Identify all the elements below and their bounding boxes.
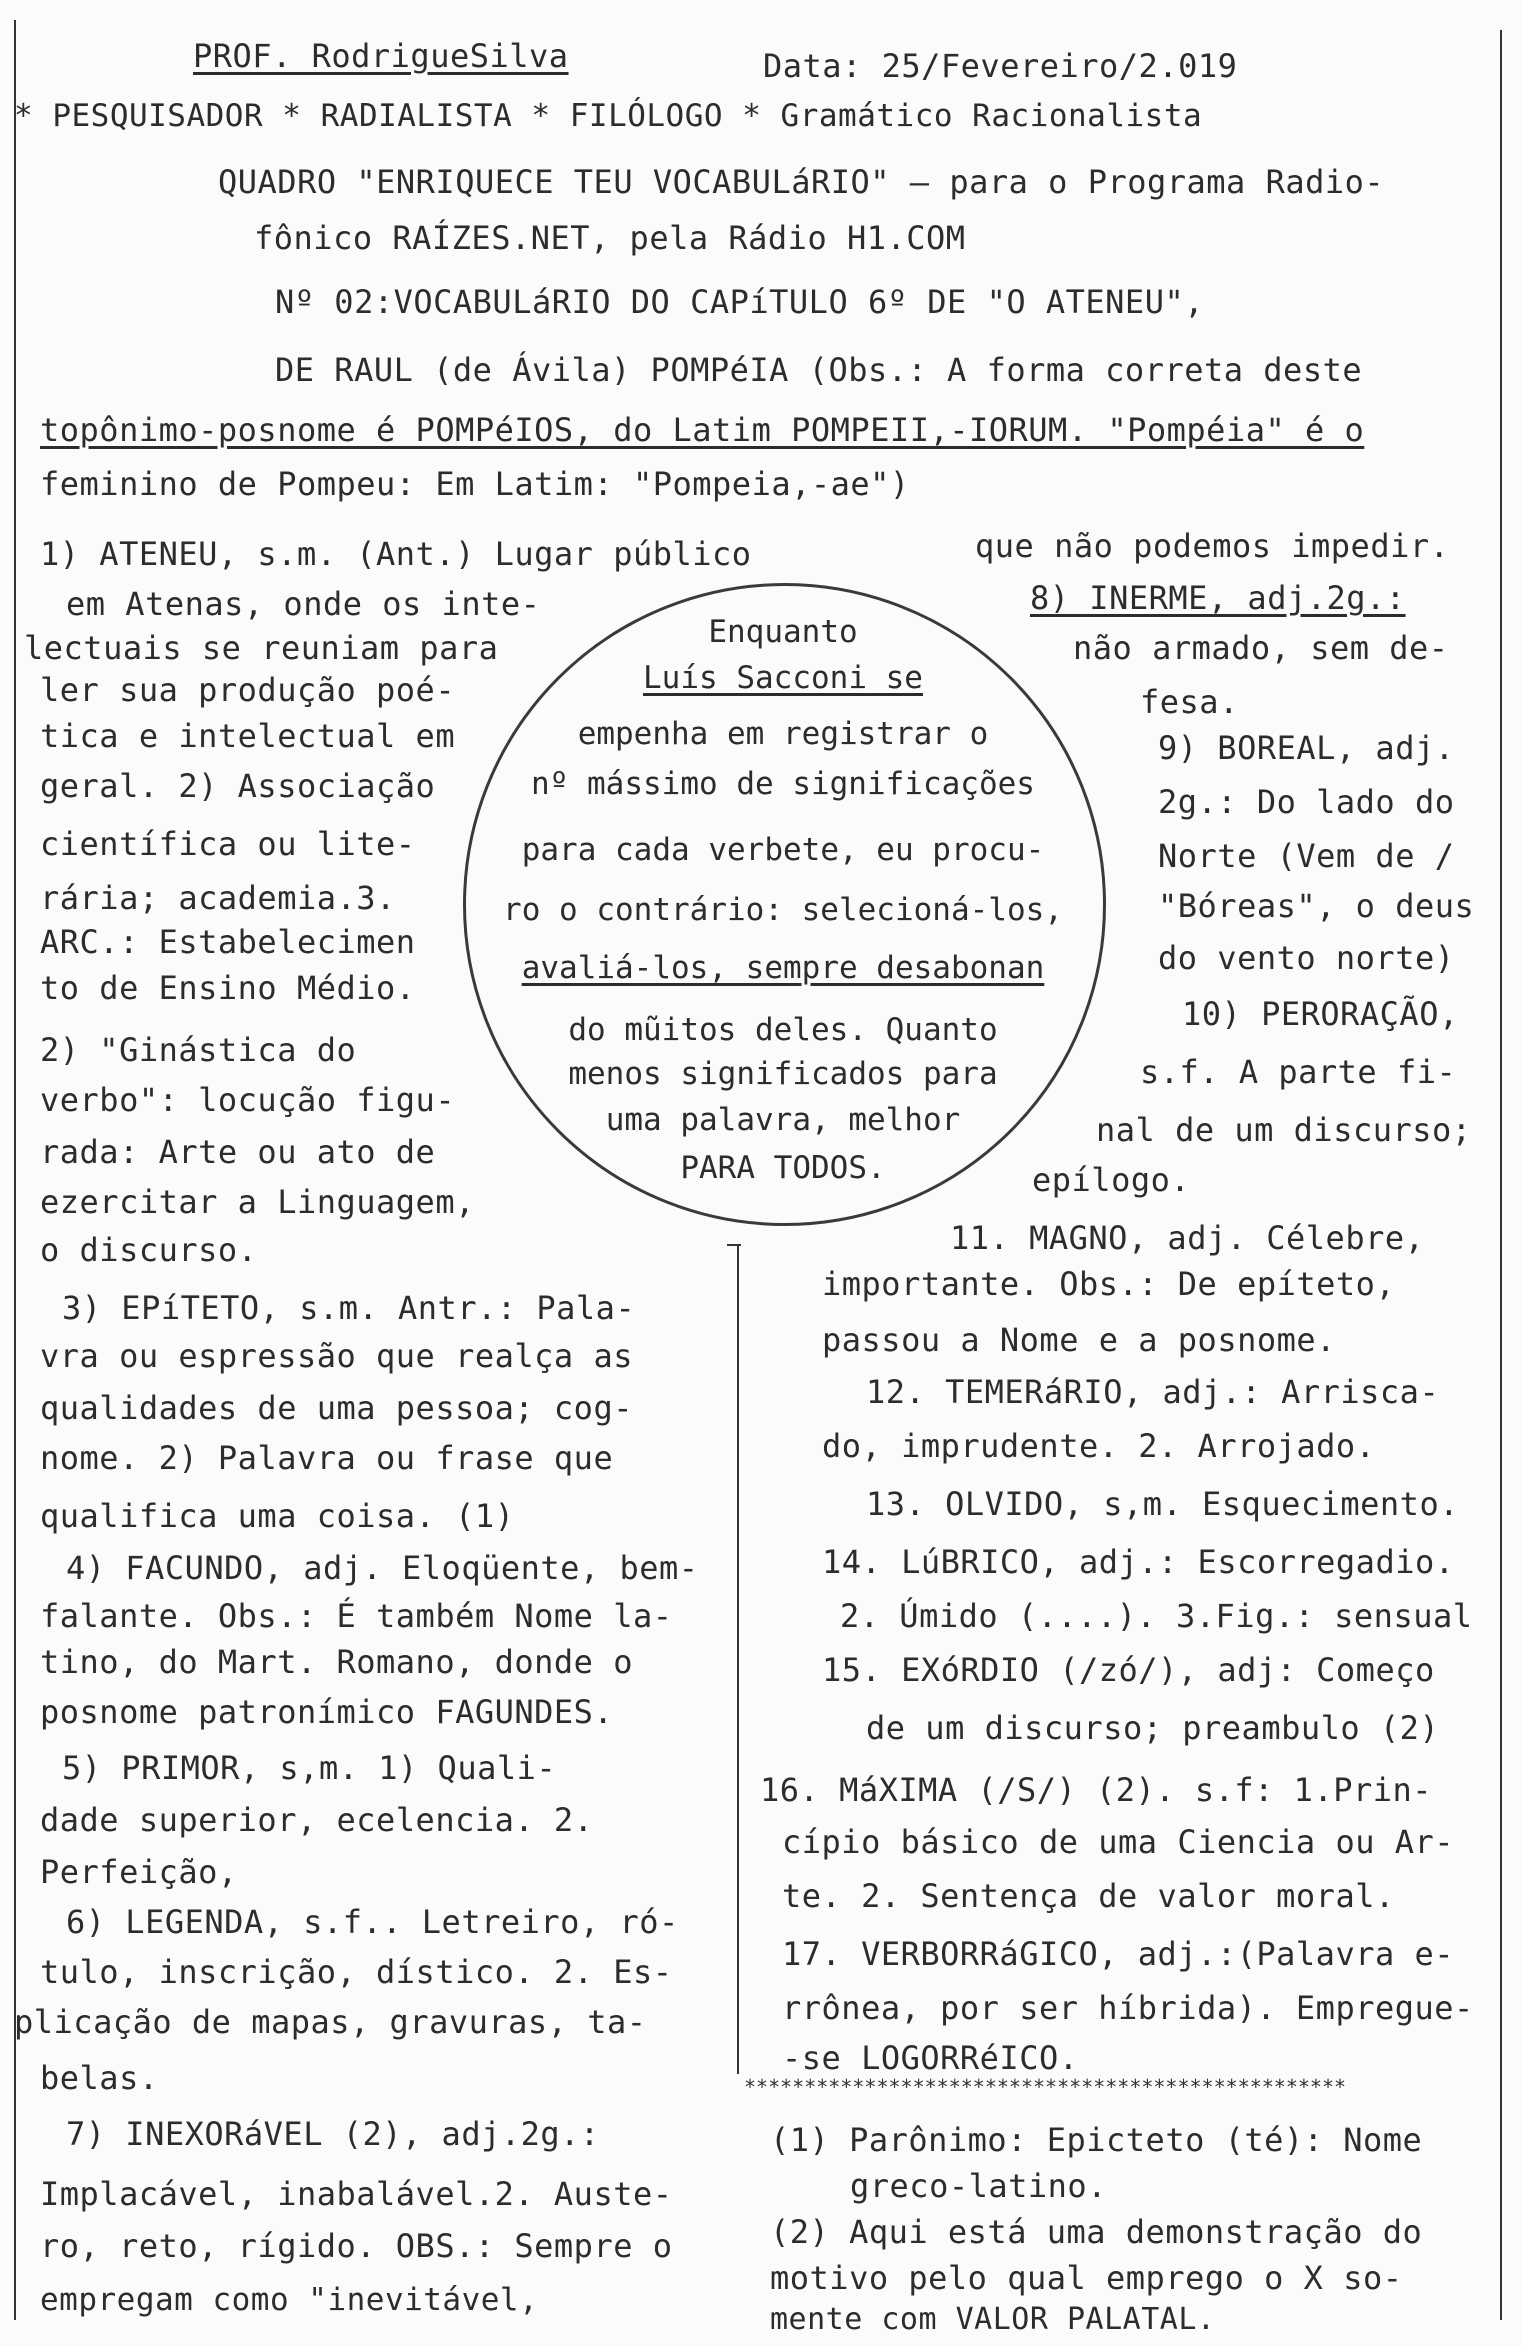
footnote-1-cont: greco-latino.	[850, 2167, 1107, 2205]
left-line-16: 3) EPíTETO, s.m. Antr.: Pala-	[62, 1289, 636, 1327]
right-line-26: te. 2. Sentença de valor moral.	[782, 1877, 1395, 1915]
left-line-5: tica e intelectual em	[40, 717, 456, 755]
right-line-19: 13. OLVIDO, s,m. Esquecimento.	[866, 1485, 1459, 1523]
left-margin-line	[14, 20, 16, 2320]
circle-line-2: Luís Sacconi se	[643, 660, 923, 696]
left-line-10: to de Ensino Médio.	[40, 969, 416, 1007]
circle-line-10: uma palavra, melhor	[605, 1102, 961, 1138]
date-line: Data: 25/Fevereiro/2.019	[763, 47, 1238, 85]
left-line-23: tino, do Mart. Romano, donde o	[40, 1643, 633, 1681]
right-line-17: 12. TEMERáRIO, adj.: Arrisca-	[866, 1373, 1440, 1411]
circle-line-7: avaliá-los, sempre desabonan	[521, 950, 1045, 986]
left-line-28: 6) LEGENDA, s.f.. Letreiro, ró-	[66, 1903, 679, 1941]
right-line-22: 15. EXóRDIO (/zó/), adj: Começo	[822, 1651, 1435, 1689]
circle-line-11: PARA TODOS.	[680, 1150, 886, 1186]
left-line-2: em Atenas, onde os inte-	[66, 585, 541, 623]
right-margin-line	[1500, 30, 1502, 2320]
left-line-22: falante. Obs.: É também Nome la-	[40, 1597, 673, 1635]
right-line-7: Norte (Vem de /	[1158, 837, 1455, 875]
left-line-21: 4) FACUNDO, adj. Eloqüente, bem-	[66, 1549, 699, 1587]
right-line-15: importante. Obs.: De epíteto,	[822, 1265, 1396, 1303]
left-line-25: 5) PRIMOR, s,m. 1) Quali-	[62, 1749, 557, 1787]
right-line-12: nal de um discurso;	[1096, 1111, 1472, 1149]
left-line-8: rária; academia.3.	[40, 879, 396, 917]
left-line-11: 2) "Ginástica do	[40, 1031, 357, 1069]
left-line-24: posnome patronímico FAGUNDES.	[40, 1693, 614, 1731]
right-line-9: do vento norte)	[1158, 939, 1455, 977]
right-line-3: não armado, sem de-	[1073, 629, 1449, 667]
right-line-27: 17. VERBORRáGICO, adj.:(Palavra e-	[782, 1935, 1455, 1973]
left-line-9: ARC.: Estabelecimen	[40, 923, 416, 961]
left-line-19: nome. 2) Palavra ou frase que	[40, 1439, 614, 1477]
intro-line-2: fônico RAÍZES.NET, pela Rádio H1.COM	[254, 219, 966, 257]
right-line-13: epílogo.	[1032, 1161, 1191, 1199]
right-line-28: rrônea, por ser híbrida). Empregue-	[782, 1989, 1474, 2027]
right-line-29: -se LOGORRéICO.	[782, 2039, 1079, 2077]
footnote-separator: **************************************************	[744, 2075, 1347, 2099]
left-line-31: belas.	[40, 2059, 159, 2097]
right-line-4: fesa.	[1140, 683, 1239, 721]
footnote-1: (1) Parônimo: Epicteto (té): Nome	[770, 2121, 1423, 2159]
right-line-2: 8) INERME, adj.2g.:	[1030, 579, 1406, 617]
left-line-13: rada: Arte ou ato de	[40, 1133, 436, 1171]
left-line-18: qualidades de uma pessoa; cog-	[40, 1389, 633, 1427]
left-line-3: lectuais se reuniam para	[24, 629, 499, 667]
right-line-25: cípio básico de uma Ciencia ou Ar-	[782, 1823, 1455, 1861]
right-line-20: 14. LúBRICO, adj.: Escorregadio.	[822, 1543, 1455, 1581]
circle-line-3: empenha em registrar o	[577, 716, 989, 752]
left-line-27: Perfeição,	[40, 1853, 238, 1891]
left-line-1: 1) ATENEU, s.m. (Ant.) Lugar público	[40, 535, 752, 573]
right-line-18: do, imprudente. 2. Arrojado.	[822, 1427, 1376, 1465]
left-line-26: dade superior, ecelencia. 2.	[40, 1801, 594, 1839]
right-line-21: 2. Úmido (....). 3.Fig.: sensual	[840, 1597, 1473, 1635]
left-line-35: empregam como "inevitável,	[40, 2282, 539, 2318]
right-column-divider	[737, 1244, 739, 2074]
left-line-30: plicação de mapas, gravuras, ta-	[14, 2003, 647, 2041]
footnote-2-cont-1: motivo pelo qual emprego o X so-	[770, 2259, 1403, 2297]
right-line-24: 16. MáXIMA (/S/) (2). s.f: 1.Prin-	[760, 1771, 1433, 1809]
circle-line-1: Enquanto	[708, 614, 858, 650]
left-line-6: geral. 2) Associação	[40, 767, 436, 805]
right-line-23: de um discurso; preambulo (2)	[866, 1709, 1440, 1747]
left-line-29: tulo, inscrição, dístico. 2. Es-	[40, 1953, 673, 1991]
left-line-7: científica ou lite-	[40, 825, 416, 863]
intro-line-1: QUADRO "ENRIQUECE TEU VOCABULáRIO" — para o Programa Radio-	[218, 163, 1385, 201]
circle-line-9: menos significados para	[568, 1056, 998, 1092]
right-line-16: passou a Nome e a posnome.	[822, 1321, 1336, 1359]
left-line-17: vra ou espressão que realça as	[40, 1337, 633, 1375]
circle-line-8: do mũitos deles. Quanto	[568, 1012, 998, 1048]
right-line-11: s.f. A parte fi-	[1140, 1053, 1457, 1091]
left-line-15: o discurso.	[40, 1231, 258, 1269]
right-line-8: "Bóreas", o deus	[1158, 887, 1475, 925]
left-line-20: qualifica uma coisa. (1)	[40, 1497, 515, 1535]
right-line-14: 11. MAGNO, adj. Célebre,	[950, 1219, 1425, 1257]
left-line-4: ler sua produção poé-	[40, 671, 456, 709]
right-line-1: que não podemos impedir.	[975, 527, 1450, 565]
right-line-6: 2g.: Do lado do	[1158, 783, 1455, 821]
left-line-12: verbo": locução figu-	[40, 1081, 456, 1119]
circle-line-6: ro o contrário: selecioná-los,	[503, 892, 1063, 928]
intro-line-3: Nº 02:VOCABULáRIO DO CAPíTULO 6º DE "O ATENEU",	[275, 283, 1204, 321]
footnote-2-cont-2: mente com VALOR PALATAL.	[770, 2302, 1216, 2337]
intro-line-4: DE RAUL (de Ávila) POMPéIA (Obs.: A forma correta deste	[275, 351, 1363, 389]
right-line-10: 10) PERORAÇÃO,	[1182, 995, 1459, 1033]
circle-line-4: nº mássimo de significações	[531, 766, 1035, 802]
right-line-5: 9) BOREAL, adj.	[1158, 729, 1455, 767]
author-name: PROF. RodrigueSilva	[193, 37, 569, 75]
intro-line-6: feminino de Pompeu: Em Latim: "Pompeia,-ae")	[40, 465, 910, 503]
footnote-2: (2) Aqui está uma demonstração do	[770, 2213, 1423, 2251]
left-line-33: Implacável, inabalável.2. Auste-	[40, 2175, 673, 2213]
circle-line-5: para cada verbete, eu procu-	[521, 832, 1045, 868]
left-line-32: 7) INEXORáVEL (2), adj.2g.:	[66, 2115, 600, 2153]
left-line-34: ro, reto, rígido. OBS.: Sempre o	[40, 2227, 673, 2265]
author-titles: * PESQUISADOR * RADIALISTA * FILÓLOGO * Gramático Racionalista	[14, 98, 1203, 134]
left-line-14: ezercitar a Linguagem,	[40, 1183, 475, 1221]
right-column-top-tick	[727, 1244, 741, 1246]
intro-line-5: topônimo-posnome é POMPéIOS, do Latim POMPEII,-IORUM. "Pompéia" é o	[40, 411, 1365, 449]
